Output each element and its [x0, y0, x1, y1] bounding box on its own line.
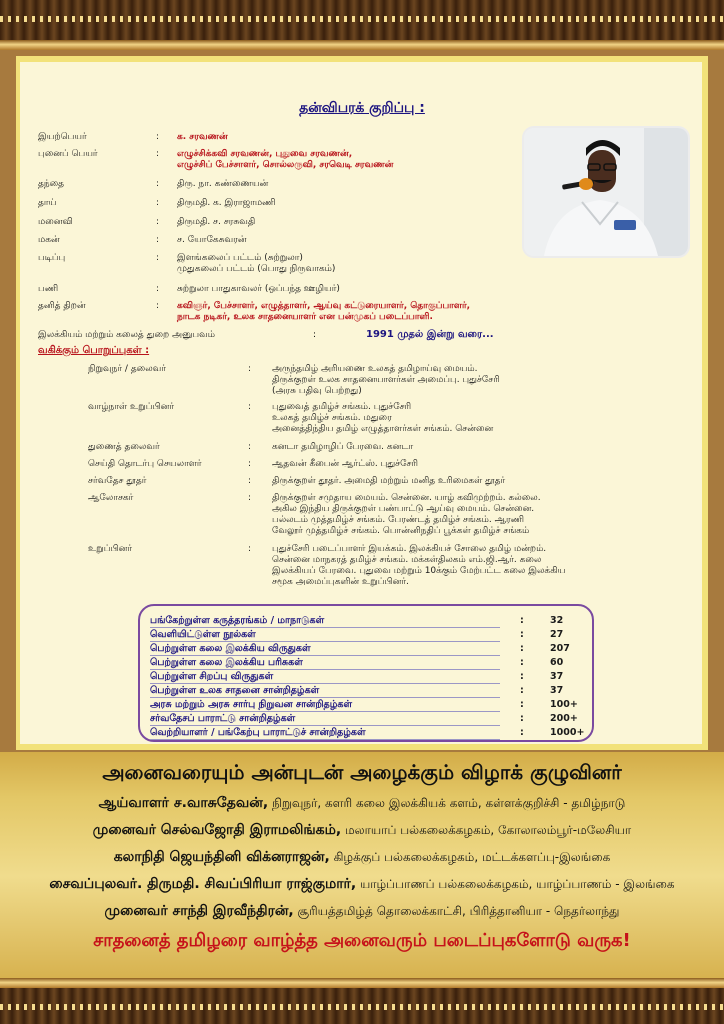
- position-value: திருக்குறள் சமுதாய மையம். சென்னை. யாழ் கவிமுற்றம். கல்லை.: [272, 493, 541, 503]
- biography-card-inner: [16, 56, 708, 750]
- profile-label: மனைவி: [38, 217, 73, 227]
- organizer-line: [6, 795, 718, 813]
- position-value: வேலூர் முத்தமிழ்ச் சங்கம். பொன்னிநதிப் பூக்கள் தமிழ்ச் சங்கம்: [272, 526, 530, 536]
- stat-colon: :: [520, 713, 524, 724]
- position-value: பல்லடம் முத்தமிழ்ச் சங்கம். பேரண்டத் தமிழ்ச் சங்கம். ஆரணி: [272, 515, 525, 525]
- organizer-name: சைவப்புலவர். திருமதி. சிவப்பிரியா ராஜ்குமார்,: [49, 876, 357, 892]
- experience-value: 1991 முதல் இன்று வரை...: [366, 329, 494, 340]
- stat-colon: :: [520, 643, 524, 654]
- position-value: இலக்கியப் பேரவை. புதுவை மற்றும் 10க்கும் மேற்பட்ட கலை இலக்கிய: [272, 566, 566, 576]
- profile-value: எழுச்சிப் பேச்சாளர், சொல்லருவி, சரவெடி சரவணன்: [177, 160, 394, 170]
- stat-row: [140, 726, 592, 740]
- positions-heading: வகிக்கும் பொறுப்புகள் :: [38, 345, 150, 356]
- stat-colon: :: [520, 671, 524, 682]
- profile-colon: :: [156, 284, 160, 294]
- experience-label: இலக்கியம் மற்றும் கலைத் துறை அனுபவம்: [38, 330, 215, 340]
- organizer-name: கலாநிதி ஜெயந்தினி விக்னராஜன்,: [113, 849, 330, 865]
- position-value: (அரசு பதிவு பெற்றது): [272, 386, 362, 396]
- profile-value: திருமதி. ச. சரசுவதி: [177, 217, 256, 227]
- stat-label: சர்வதேசப் பாராட்டு சான்றிதழ்கள்: [150, 712, 500, 726]
- stat-label: பெற்றுள்ள உலக சாதனை சான்றிதழ்கள்: [150, 684, 500, 698]
- stat-colon: :: [520, 699, 524, 710]
- position-value: அகில இந்திய திருக்குறள் பண்பாட்டு ஆய்வு மையம். சென்னை.: [272, 504, 535, 514]
- organizer-detail: கிழக்குப் பல்கலைக்கழகம், மட்டக்களப்பு-இலங்கை: [329, 850, 611, 864]
- profile-label: தனித் திறன்: [38, 301, 86, 311]
- stat-value: 207: [550, 643, 570, 654]
- profile-colon: :: [156, 149, 160, 159]
- position-colon: :: [248, 493, 252, 503]
- profile-colon: :: [156, 179, 160, 189]
- profile-colon: :: [156, 217, 160, 227]
- position-label: ஆலோசகர்: [88, 493, 134, 503]
- position-label: துணைத் தலைவர்: [88, 442, 160, 452]
- position-colon: :: [248, 459, 252, 469]
- profile-label: தந்தை: [38, 179, 65, 189]
- profile-value: நாடக நடிகர், உலக சாதனையாளர் என பன்முகப் படைப்பாளி.: [177, 312, 433, 322]
- profile-value: ச. யோகேசுவரன்: [177, 235, 247, 245]
- organizer-detail: யாழ்ப்பாணப் பல்கலைக்கழகம், யாழ்ப்பாணம் - இலங்கை: [356, 877, 675, 891]
- organizer-line: [6, 903, 718, 921]
- organizer-detail: சூரியத்தமிழ்த் தொலைக்காட்சி, பிரித்தானியா - நெதர்லாந்து: [293, 904, 620, 918]
- stat-colon: :: [520, 629, 524, 640]
- stat-row: [140, 698, 592, 712]
- position-label: வாழ்நாள் உறுப்பினர்: [88, 402, 175, 412]
- position-colon: :: [248, 544, 252, 554]
- profile-value: திரு. நா. கண்ணையன்: [177, 179, 269, 189]
- profile-value: கவிஞர், பேச்சாளர், எழுத்தாளர், ஆய்வு கட்டுரையாளர், தொகுப்பாளர்,: [177, 301, 471, 311]
- stat-value: 60: [550, 657, 564, 668]
- stat-row: [140, 642, 592, 656]
- position-colon: :: [248, 402, 252, 412]
- stat-colon: :: [520, 685, 524, 696]
- position-colon: :: [248, 476, 252, 486]
- organizer-name: ஆய்வாளர் ச.வாசுதேவன்,: [98, 795, 269, 811]
- position-label: உறுப்பினர்: [88, 544, 133, 554]
- profile-value: சுற்றுலா பாதுகாவலர் (ஒப்பந்த ஊழியர்): [177, 284, 340, 294]
- profile-label: புனைப் பெயர்: [38, 149, 98, 159]
- stat-label: பெற்றுள்ள சிறப்பு விருதுகள்: [150, 670, 500, 684]
- organizer-line: [6, 822, 718, 840]
- organizer-name: முனைவர் சாந்தி இரவீந்திரன்,: [104, 903, 294, 919]
- profile-label: படிப்பு: [38, 253, 66, 263]
- card-heading: தன்விபரக் குறிப்பு :: [299, 100, 425, 116]
- position-label: சர்வதேச தூதர்: [88, 476, 147, 486]
- bottom-gold-border: [0, 978, 724, 988]
- top-bead-border: [0, 16, 724, 22]
- profile-value: இளங்கலைப் பட்டம் (சுற்றுலா): [177, 253, 303, 263]
- profile-colon: :: [156, 198, 160, 208]
- top-gold-border: [0, 40, 724, 50]
- stat-row: [140, 628, 592, 642]
- stat-row: [140, 670, 592, 684]
- bottom-bead-border: [0, 1004, 724, 1010]
- stat-value: 27: [550, 629, 564, 640]
- organizer-detail: நிறுவுநர், களரி கலை இலக்கியக் களம், கள்ளக்குறிச்சி - தமிழ்நாடு: [268, 796, 626, 810]
- position-value: கனடா தமிழாழிப் பேரவை. கனடா: [272, 442, 414, 452]
- position-value: புதுவைத் தமிழ்ச் சங்கம். புதுச்சேரி: [272, 402, 412, 412]
- stat-value: 37: [550, 685, 564, 696]
- invitation-title: அனைவரையும் அன்புடன் அழைக்கும் விழாக் குழுவினர்: [102, 760, 622, 784]
- profile-colon: :: [156, 301, 160, 311]
- position-value: புதுச்சேரி படைப்பாளர் இயக்கம். இலக்கியச் சோலை தமிழ் மன்றம்.: [272, 544, 547, 554]
- profile-colon: :: [156, 132, 160, 142]
- profile-value: எழுச்சிக்கவி சரவணன், புதுவை சரவணன்,: [177, 149, 353, 159]
- stat-row: [140, 684, 592, 698]
- position-value: ஆதவன் கீபைன் ஆர்ட்ஸ். புதுச்சேரி: [272, 459, 418, 469]
- profile-value: திருமதி. க. இராஜாமணி: [177, 198, 276, 208]
- profile-colon: :: [156, 235, 160, 245]
- position-label: நிறுவுநர் / தலைவர்: [88, 364, 166, 374]
- organizer-line: [6, 849, 718, 867]
- stat-colon: :: [520, 615, 524, 626]
- position-value: அனைத்திந்திய தமிழ் எழுத்தாளர்கள் சங்கம். சென்னை: [272, 424, 494, 434]
- stat-row: [140, 614, 592, 628]
- experience-colon: :: [313, 330, 317, 340]
- position-value: திருக்குறள் உலக சாதனையாளர்கள் அமைப்பு. புதுச்சேரி: [272, 375, 500, 385]
- stat-label: பெற்றுள்ள கலை இலக்கிய விருதுகள்: [150, 642, 500, 656]
- position-colon: :: [248, 364, 252, 374]
- position-value: அருந்தமிழ் அரியணை உலகத் தமிழாய்வு மையம்.: [272, 364, 478, 374]
- position-value: சென்னை மாநகரத் தமிழ்ச் சங்கம். மக்கள்திலகம் எம்.ஜி.ஆர். கலை: [272, 555, 542, 565]
- stat-label: பெற்றுள்ள கலை இலக்கிய பரிசுகள்: [150, 656, 500, 670]
- stat-value: 1000+: [550, 727, 585, 738]
- profile-colon: :: [156, 253, 160, 263]
- achievements-box: [138, 604, 594, 742]
- biography-card: [0, 50, 724, 752]
- profile-label: பணி: [38, 284, 59, 294]
- stat-value: 200+: [550, 713, 578, 724]
- stat-label: அரசு மற்றும் அரசு சார்பு நிறுவன சான்றிதழ்கள்: [150, 698, 500, 712]
- stat-colon: :: [520, 727, 524, 738]
- position-value: உலகத் தமிழ்ச் சங்கம். மதுரை: [272, 413, 392, 423]
- position-label: செய்தி தொடர்பு செயலாளர்: [88, 459, 202, 469]
- organizer-name: முனைவர் செல்வஜோதி இராமலிங்கம்,: [92, 822, 342, 838]
- profile-photo: [524, 128, 688, 256]
- organizer-detail: மலாயாப் பல்கலைக்கழகம், கோலாலம்பூர்-மலேசியா: [341, 823, 632, 837]
- organizer-line: [6, 876, 718, 894]
- profile-value: க. சரவணன்: [177, 132, 228, 142]
- position-value: திருக்குறள் தூதர். அமைதி மற்றும் மனித உரிமைகள் தூதர்: [272, 476, 506, 486]
- stat-value: 37: [550, 671, 564, 682]
- position-colon: :: [248, 442, 252, 452]
- portrait-illustration: [524, 128, 688, 256]
- invitation-footer: சாதனைத் தமிழரை வாழ்த்த அனைவரும் படைப்புகளோடு வருக!: [93, 930, 631, 951]
- profile-value: முதுகலைப் பட்டம் (பொது நிருவாகம்): [177, 264, 336, 274]
- profile-label: மகன்: [38, 235, 60, 245]
- stat-value: 32: [550, 615, 564, 626]
- stat-row: [140, 656, 592, 670]
- stat-label: வெற்றியாளர் / பங்கேற்பு பாராட்டுச் சான்றிதழ்கள்: [150, 726, 500, 740]
- profile-label: தாய்: [38, 198, 57, 208]
- stat-colon: :: [520, 657, 524, 668]
- stat-label: பங்கேற்றுள்ள கருத்தரங்கம் / மாநாடுகள்: [150, 614, 500, 628]
- stat-label: வெளியிட்டுள்ள நூல்கள்: [150, 628, 500, 642]
- profile-label: இயற்பெயர்: [38, 132, 87, 142]
- position-value: சமூக அமைப்புகளின் உறுப்பினர்.: [272, 577, 409, 587]
- stat-value: 100+: [550, 699, 578, 710]
- stat-row: [140, 712, 592, 726]
